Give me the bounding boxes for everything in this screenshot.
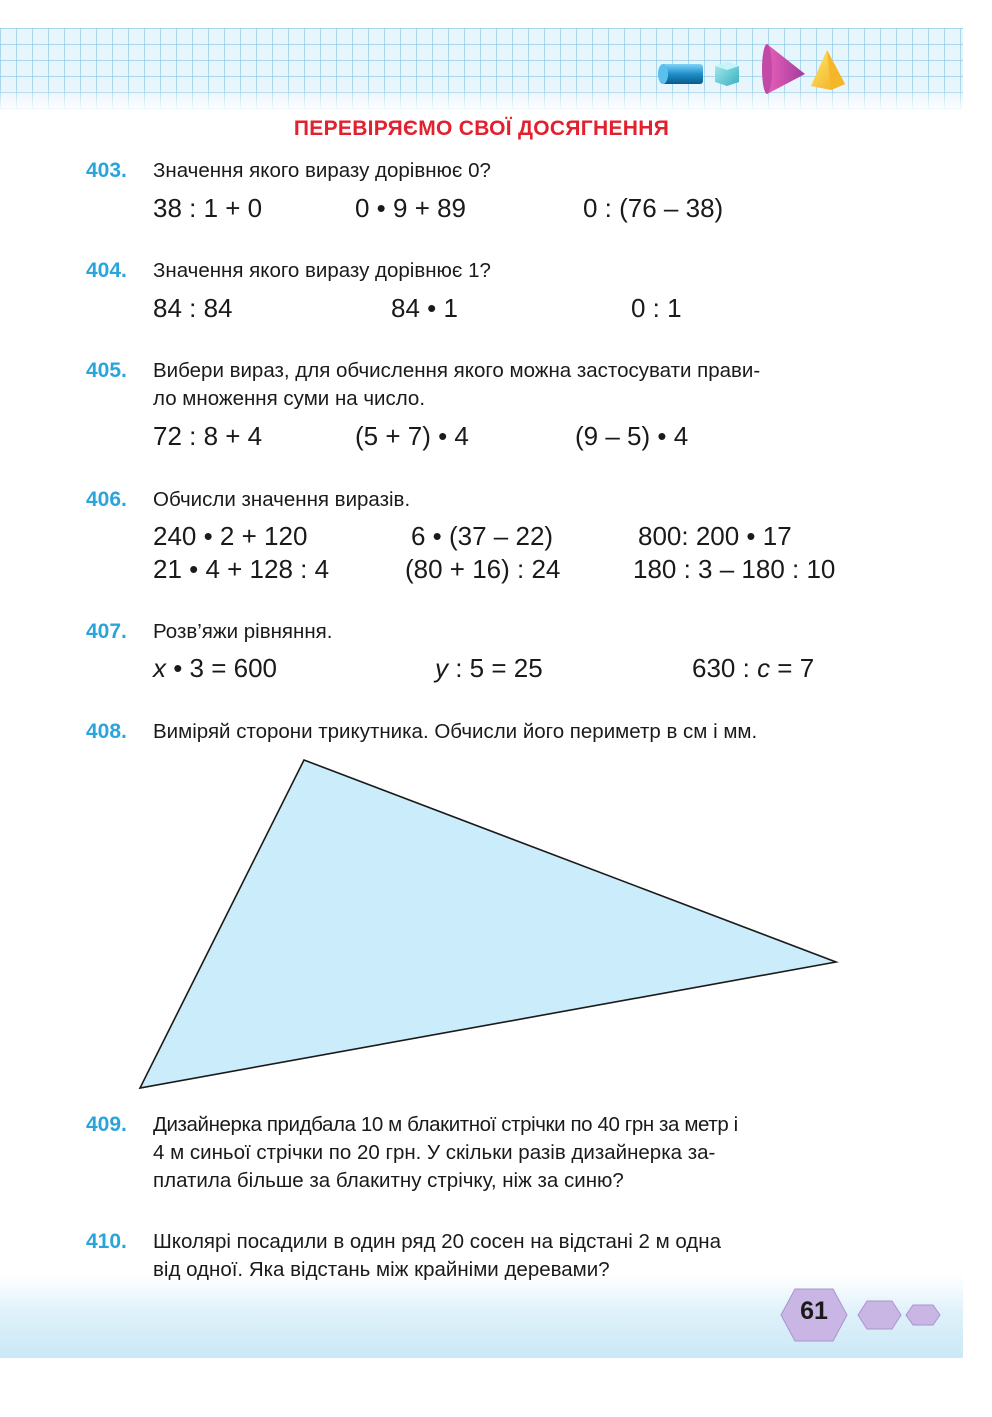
task-question: Значення якого виразу дорівнює 0? (153, 159, 491, 182)
task-question: Обчисли значення виразів. (153, 488, 411, 511)
task-question-line: Школярі посадили в один ряд 20 сосен на відстані 2 м одна (153, 1230, 721, 1253)
expression: 800: 200 • 17 (638, 521, 792, 551)
expression: 72 : 8 + 4 (153, 421, 263, 451)
task-number: 410. (86, 1230, 127, 1253)
task-number: 406. (86, 488, 127, 511)
equation (435, 653, 543, 684)
expression: (9 – 5) • 4 (575, 421, 689, 451)
equation-rest: • 3 = 600 (166, 653, 278, 683)
cylinder-icon (658, 64, 703, 84)
page-edge (963, 28, 992, 1358)
expression: (5 + 7) • 4 (355, 421, 469, 451)
task-number: 403. (86, 159, 127, 182)
task-number: 404. (86, 259, 127, 282)
expression: 84 : 84 (153, 293, 233, 323)
expression: (80 + 16) : 24 (405, 554, 561, 584)
equation (153, 653, 277, 684)
equation-prefix: 630 : (692, 653, 758, 683)
geometric-shapes (655, 40, 855, 100)
expression: 6 • (37 – 22) (411, 521, 554, 551)
task-question-line: платила більше за блакитну стрічку, ніж за синю? (153, 1169, 624, 1192)
variable: c (757, 653, 771, 683)
task-question-line: 4 м синьої стрічки по 20 грн. У скільки разів дизайнерка за- (153, 1141, 716, 1164)
task-question: Розв’яжи рівняння. (153, 620, 333, 643)
task-question-line: Дизайнерка придбала 10 м блакитної стрічки по 40 грн за метр і (153, 1113, 738, 1136)
expression: 84 • 1 (391, 293, 458, 323)
task-question-line: Вибери вираз, для обчислення якого можна застосувати прави- (153, 359, 761, 382)
equation-rest: : 5 = 25 (448, 653, 543, 683)
cone-icon (762, 44, 805, 94)
section-title: ПЕРЕВІРЯЄМО СВОЇ ДОСЯГНЕННЯ (293, 117, 670, 140)
task-question-line: від одної. Яка відстань між крайніми деревами? (153, 1258, 610, 1281)
expression: 240 • 2 + 120 (153, 521, 308, 551)
expression: 38 : 1 + 0 (153, 193, 263, 223)
expression: 0 • 9 + 89 (355, 193, 467, 223)
cube-icon (715, 62, 739, 86)
expression: 21 • 4 + 128 : 4 (153, 554, 330, 584)
equation-rest: = 7 (770, 653, 815, 683)
equation (692, 653, 814, 684)
expression: 180 : 3 – 180 : 10 (633, 554, 836, 584)
variable: y (435, 653, 448, 683)
hexagon-icon (858, 1301, 901, 1329)
task-question-line: ло множення суми на число. (153, 387, 426, 410)
hexagon-icon (906, 1305, 940, 1325)
task-number: 409. (86, 1113, 127, 1136)
task-question: Виміряй сторони трикутника. Обчисли його периметр в см і мм. (153, 720, 758, 743)
task-number: 405. (86, 359, 127, 382)
triangle-figure (130, 752, 850, 1097)
task-number: 408. (86, 720, 127, 743)
pyramid-icon (811, 50, 845, 90)
expression: 0 : 1 (631, 293, 682, 323)
task-question: Значення якого виразу дорівнює 1? (153, 259, 491, 282)
task-number: 407. (86, 620, 127, 643)
page-number: 61 (800, 1297, 828, 1325)
variable: x (153, 653, 166, 683)
expression: 0 : (76 – 38) (583, 193, 724, 223)
